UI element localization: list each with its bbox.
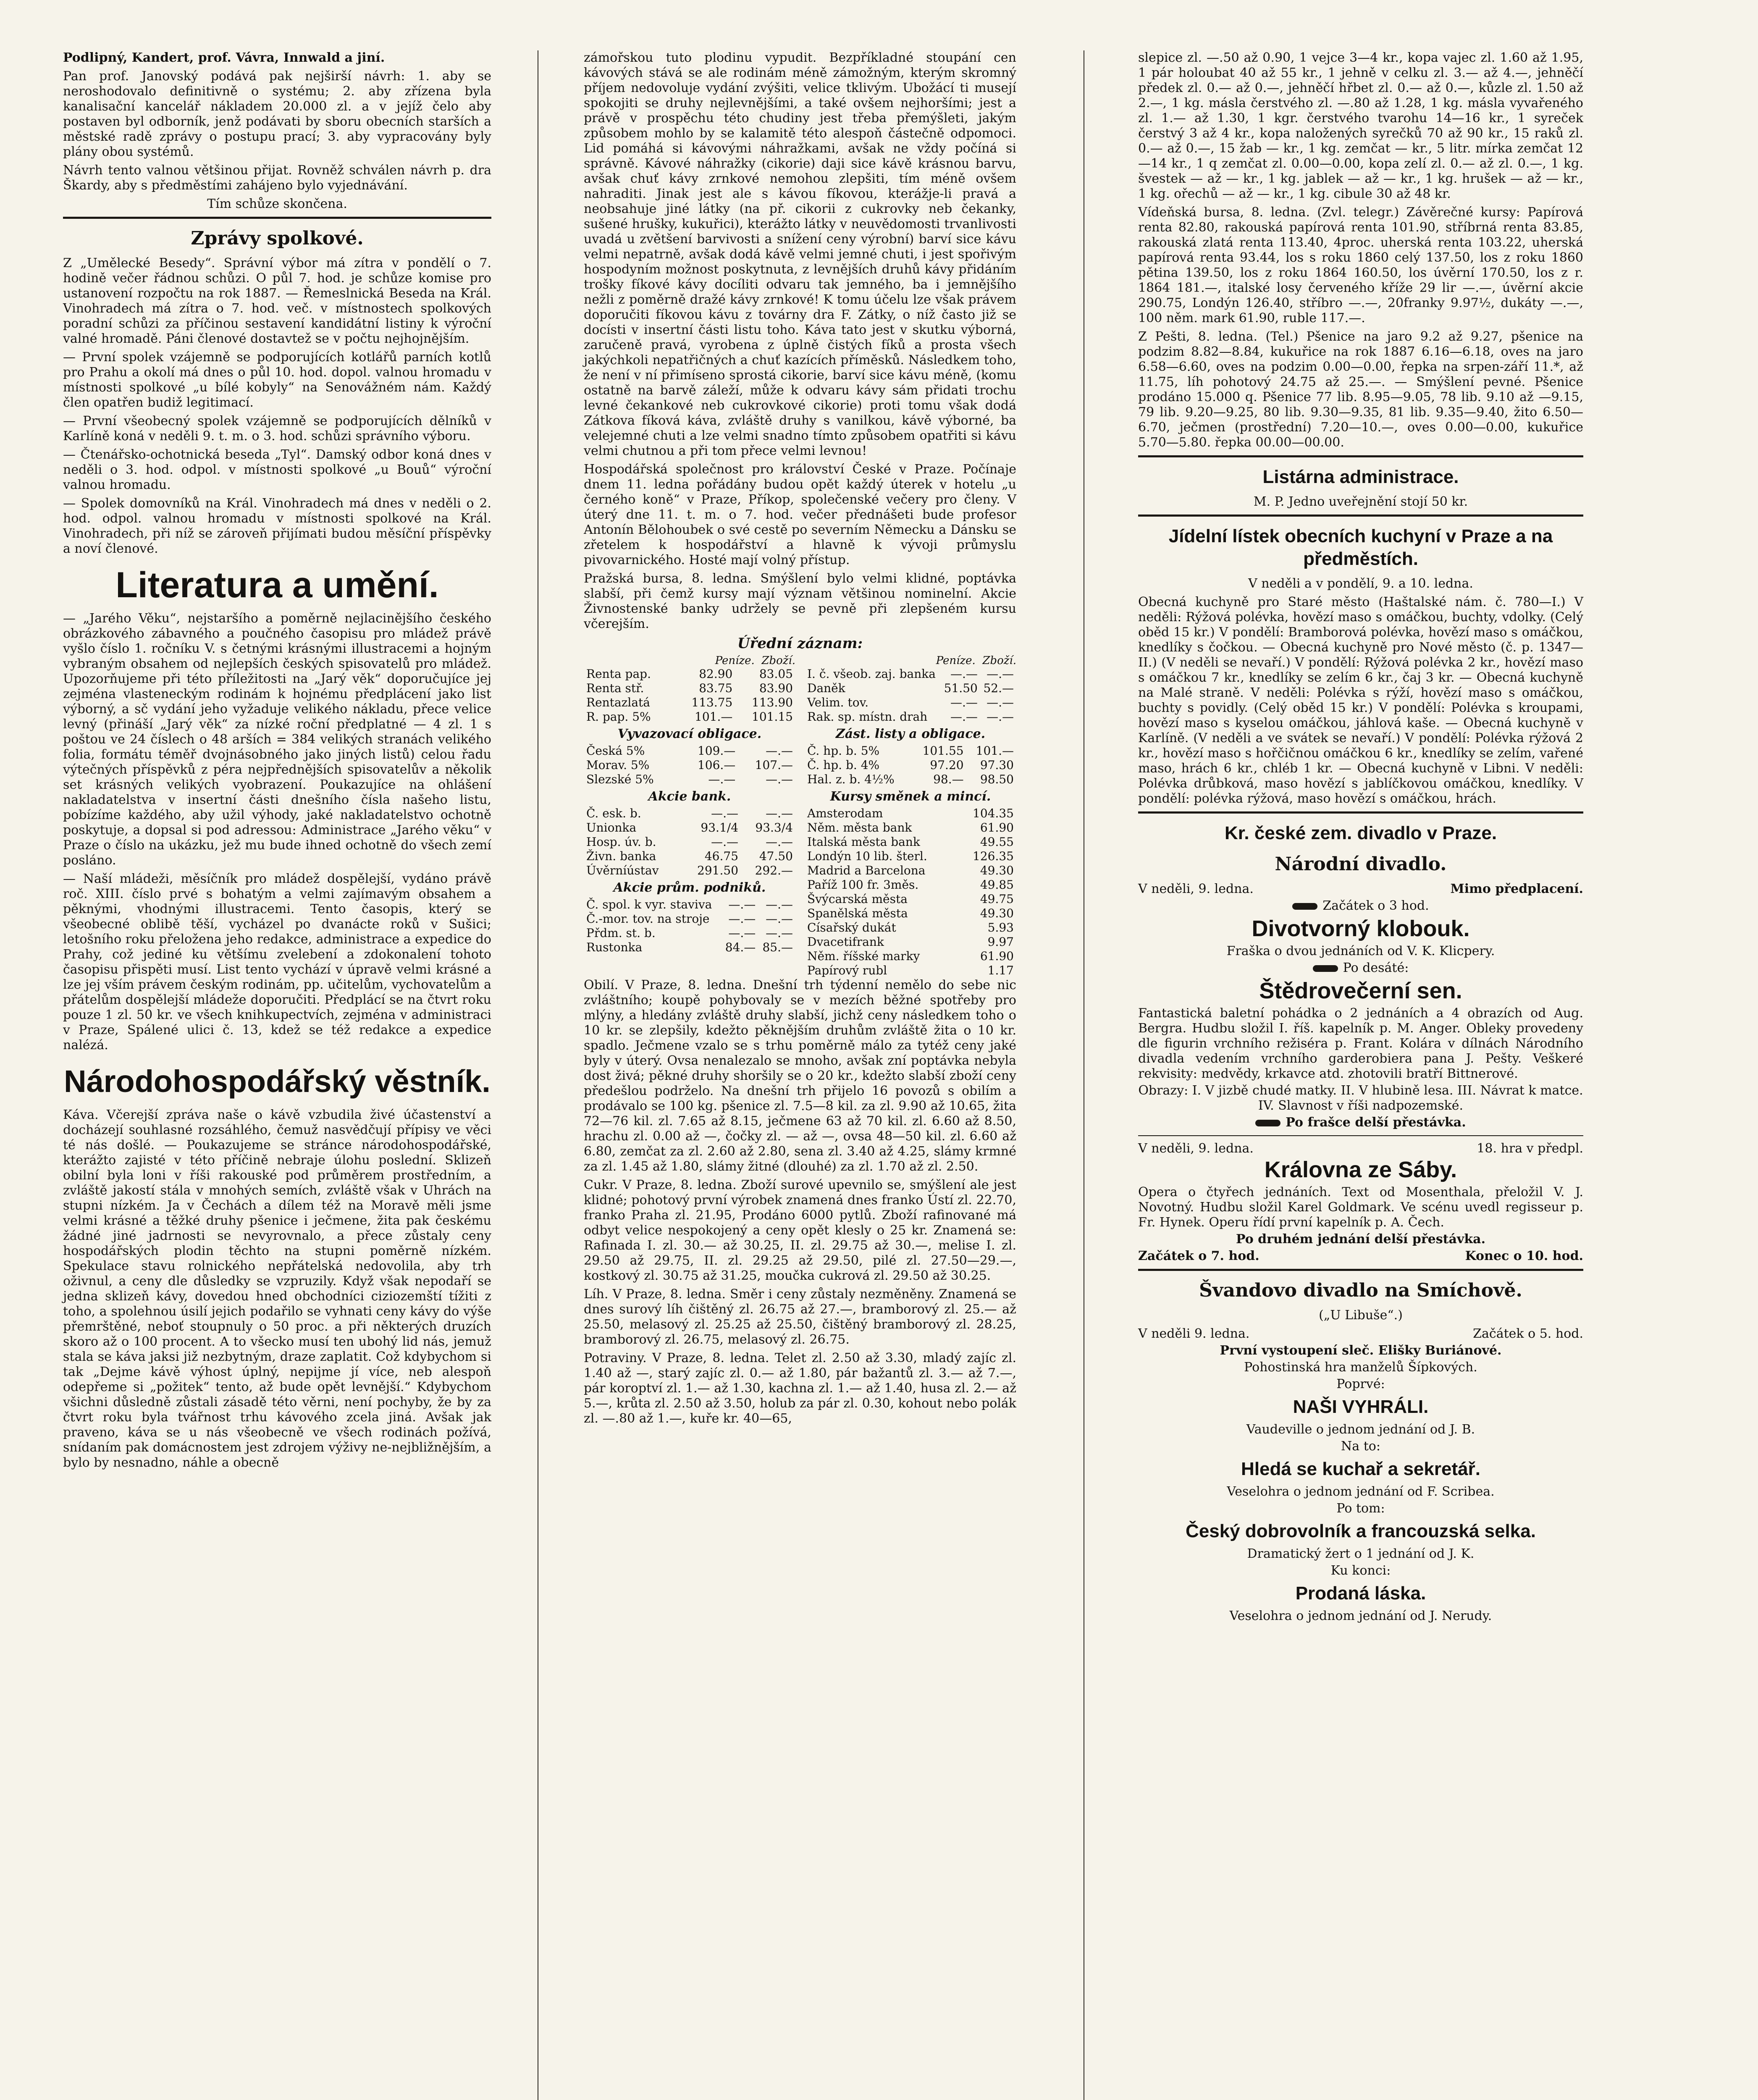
section-divider [63, 217, 491, 219]
show-title: Český dobrovolník a francouzská selka. [1186, 1521, 1536, 1541]
show-title: Královna ze Sáby. [1264, 1157, 1457, 1182]
svandovo-sub: („U Libuše“.) [1319, 1308, 1403, 1323]
intro-paragraph: Podlipný, Kandert, prof. Vávra, Innwald a jiní. [63, 50, 385, 65]
pointing-hand-icon [1313, 965, 1338, 972]
article-paragraph: — „Jarého Věku“, nejstaršího a poměrně nejlacinějšího českého obrázkového zábavného a poučného časopisu pro mládež právě vyšlo číslo 1. ročníku V. s četnými krásnými illustracemi a hojným vybraným obsahem od nejlepších českých spisovatelů pro mládež. Upozorňujeme při této příležitosti na „Jarý věk“ doporučujíce jej zejména vlasteneckým rodinám k hojnému předplácení jako list výborný, a sč vydání jeho vyžaduje velikého nákladu, přece velice levný (přináší „Jarý věk“ za nízké roční předplatné — 4 zl. 1 s poštou ve 24 číslech o 48 arších = 384 velikých stranách velikého folia, formátu téměř dvojnásobného jako jiných listů) celou řadu výtečných příspěvků z péra nejpřednějších spisovatelův a několik set krásných velikých vyobrazení. Poukazujíce na ohlášení nakladatelstva v insertní části dnešního čísla našeho listu, pobízíme každého, aby užil výhody, jaké nakladatelstvo ochotně poskytuje, a dopsal si pod adressou: Administrace „Jarého věku“ v Praze o číslo na ukázku, jež mu bude ihned ochotně do všech zemí posláno. [63, 611, 491, 868]
quote-row: Úvěrníústav 291.50 292.— [586, 864, 793, 877]
show-title: Prodaná láska. [1295, 1583, 1426, 1604]
intro-paragraph: Tím schůze skončena. [207, 197, 347, 211]
listarna-note: M. P. Jedno uveřejnění stojí 50 kr. [1253, 494, 1468, 509]
article-paragraph: zámořskou tuto plodinu vypudit. Bezpříkladné stoupání cen kávových stává se ale rodinám méně zámožným, kterým skromný příjem nedovoluje vydání zvýšiti, velice tklivým. Ubožácí ti musejí spokojiti se druhy nejlevnějšími, a také ovšem nejhoršími; jest a právě v prospěchu této chudiny jest třeba přemýšleti, jakým způsobem mohlo by se kalamitě této alespoň částečně odpomoci. Lid pomáhá si kávovými náhražkami, avšak ne vždy počíná si správně. Kávové náhražky (cikorie) daji sice kávě krásnou barvu, avšak chuť kávy zrnkové nemohou zlepšiti, tím méně ovšem nahraditi. Jinak jest ale s kávou fíkovou, kterážje-li pravá a neobsahuje jiné látky (na př. cikorii z cukrovky neb čekanky, sušené hrušky, kukuřici), kterážto látky v neuvědomosti trvanlivosti uvadá u zvětšení barvivosti a snížení ceny výrobní) barví sice kávu velmi nepatrně, avšak dodá kávě velmi jemné chuti, i jest spořivým hospodyním možnost poskytnuta, z levnějších druhů kávy přidáním trošky fíkové kávy docíliti odvaru tak jemného, ba i jemnějšího nežli z poměrně dražé kávy zrnkové! K tomu účelu lze však právem doporučiti fíkovou kávu z továrny dra F. Zátky, o níž často již se docísti v insertní části listu toho. Káva tato jest v skutku výborná, zaručeně pravá, vyrobena z úplně čistých fíků a prosta všech jakýchkoli nepatřičných a chuť kazících příměsků. Následkem toho, že není v ní přimíseno sprostá cikorie, barví sice kávu méně, (komu ostatně na barvě záleží, může k odvaru kávy sám přidati trochu levné čekankové neb cukrovkové cikorie) proti tomu však dodá Zátkova fíková káva, zvláště druhy s vanilkou, kávě výborné, ba velejemné chuti a lze velmi snadno tímto způsobem opatřiti si kávu velmi chutnou a při tom přece velmi levnou! [584, 50, 1016, 458]
article-paragraph: Hospodářská společnost pro království České v Praze. Počínaje dnem 11. ledna pořádány budou opět každý úterek v hotelu „u černého koně“ v Praze, Příkop, společenské večery pro členy. V úterý dne 11. t. m. o 7. hod. večer přednášeti bude profesor Antonín Bělohoubek o své cestě po severním Německu a Dánsku se zřetelem k hospodářství a hlavně k vývoji průmyslu pivovarnického. Hosté mají volný přístup. [584, 462, 1016, 567]
quote-row: I. č. všeob. zaj. banka —.— —.— [807, 667, 1014, 681]
newspaper-page [63, 50, 1634, 2100]
quote-row: Hal. z. b. 4½% 98.— 98.50 [807, 772, 1014, 786]
article-paragraph: Pražská bursa, 8. ledna. Smýšlení bylo velmi klidné, poptávka slabší, při čemž kursy mají význam většinou nominelní. Akcie Živnostenské banky udržely se pevně při zlepšeném kursu včerejším. [584, 571, 1016, 631]
article-paragraph: — Spolek domovníků na Král. Vinohradech má dnes v neděli o 2. hod. odpol. valnou hromadu v místnosti spolkové na Král. Vinohradech, při níž se zároveň přijímati budou měsíční příspěvky a noví členové. [63, 496, 491, 556]
quote-row: Londýn 10 lib. šterl. 126.35 [807, 849, 1014, 863]
quote-row: Rentazlatá 113.75 113.90 [586, 696, 793, 709]
article-paragraph: — Čtenářsko-ochotnická beseda „Tyl“. Damský odbor koná dnes v neděli o 3. hod. odpol. v místnosti spolkové „u Bouů“ výroční valnou hromadu. [63, 447, 491, 492]
quotes-right [805, 654, 1016, 978]
section-heading-vestnik: Národohospodářský věstník. [64, 1064, 491, 1099]
quote-row: Paříž 100 fr. 3měs. 49.85 [807, 878, 1014, 892]
market-paragraph: Z Pešti, 8. ledna. (Tel.) Pšenice na jaro 9.2 až 9.27, pšenice na podzim 8.82—8.84, kukuřice na rok 1887 6.16—6.18, oves na jaro 6.58—6.60, oves na podzim 0.00—0.00, řepka na srpen-září 11.*, až 11.75, líh pohotový 24.75 až 25.—. — Smýšlení pevné. Pšenice prodáno 15.000 q. Pšenice 77 lib. 8.95—9.05, 78 lib. 9.10 až —9.15, 79 lib. 9.20—9.25, 80 lib. 9.30—9.35, 81 lib. 9.35—9.40, žito 6.50—6.70, ječmen (prostřední) 7.20—10.—, oves 0.00—0.00, kukuřice 5.70—5.80. řepka 00.00—00.00. [1138, 329, 1583, 450]
section-divider [1138, 1135, 1583, 1136]
quote-row: Č. hp. b. 4% 97.20 97.30 [807, 758, 1014, 772]
market-paragraph: Vídeňská bursa, 8. ledna. (Zvl. telegr.) Závěrečné kursy: Papírová renta 82.80, rakouská papírová renta 101.90, stříbrná renta 83.85, rakouská zlatá renta 113.40, 4proc. uherská renta 103.22, uherská papírová renta 93.44, los s roku 1860 celý 137.50, los z roku 1860 pětina 139.50, los z roku 1864 160.50, los úvěrní 170.50, los z r. 1864 181.—, italské losy červeného kříže 29 lir —.—, úvěrní akcie 290.75, Londýn 126.40, stříbro —.—, 20franky 9.97½, dukáty —.—, 100 něm. mark 61.90, ruble 117.—. [1138, 205, 1583, 326]
section-divider [1138, 811, 1583, 814]
quote-row: R. pap. 5% 101.— 101.15 [586, 710, 793, 724]
show-info-row: V neděli, 9. ledna. 18. hra v předpl. [1138, 1141, 1583, 1156]
theatre-listing [1138, 1156, 1583, 1247]
article-paragraph: — První všeobecný spolek vzájemně se podporujících dělníků v Karlíně koná v neděli 9. t. m. o 3. hod. schůzi správního výboru. [63, 414, 491, 444]
section-heading-spolkove: Zprávy spolkové. [191, 228, 364, 249]
show-info-row: V neděli 9. ledna. Začátek o 5. hod. [1138, 1326, 1583, 1341]
quote-row: Spanělská města 49.30 [807, 906, 1014, 920]
quote-row: Něm. říšské marky 61.90 [807, 949, 1014, 963]
table-subheading: Vyvazovací obligace. [617, 727, 762, 741]
section-divider [1138, 514, 1583, 517]
quote-row: Rustonka 84.— 85.— [586, 940, 793, 954]
market-paragraph: Líh. V Praze, 8. ledna. Směr i ceny zůstaly nezměněny. Znamená se dnes surový líh čištěný zl. 26.75 až 27.—, bramborový zl. 25.— až 25.50, melasový zl. 25.25 až 25.50, čištěný bramborový zl. 28.25, bramborový zl. 26.75, melasový zl. 26.75. [584, 1287, 1016, 1347]
intro-paragraph: Návrh tento valnou většinou přijat. Rovněž schválen návrh p. dra Škardy, aby s předměstími zahájeno bylo vyjednávání. [63, 163, 491, 193]
show-title: Štědrovečerní sen. [1259, 978, 1462, 1003]
section-heading-literatura: Literatura a umění. [115, 565, 439, 605]
quote-row: Č. esk. b. —.— —.— [586, 806, 793, 820]
quote-row: Italská města bank 49.55 [807, 835, 1014, 849]
table-subheading: Akcie bank. [648, 789, 731, 804]
market-paragraph: Cukr. V Praze, 8. ledna. Zboží surové upevnilo se, smýšlení ale jest klidné; pohotový první výrobek znamená dnes franko Ústí zl. 22.70, franko Praha zl. 21.95, Prodáno 6000 pytlů. Zboží rafinované má odbyt velice nespokojený a ceny opět klesly o 25 kr. Znamená se: Rafinada I. zl. 30.— až 30.25, II. zl. 29.75 až 30.—, melise I. zl. 29.50 až 29.75, II. zl. 29.25 až 29.50, pilé zl. 27.50—29.—, kostkový zl. 30.75 až 31.25, moučka cukrová zl. 29.50 až 30.25. [584, 1178, 1016, 1283]
pointing-hand-icon [1292, 903, 1317, 910]
quote-row: Česká 5% 109.— —.— [586, 744, 793, 758]
col-header: Zboží. [982, 654, 1016, 667]
quote-row: Živn. banka 46.75 47.50 [586, 849, 793, 863]
exchange-heading: Úřední záznam: [737, 635, 863, 652]
show-description: Fraška o dvou jednáních od V. K. Klicpery. [1226, 944, 1495, 958]
article-paragraph: — První spolek vzájemně se podporujících kotlářů parních kotlů pro Prahu a okolí má dnes o půl 10. hod. dopol. valnou hromadu v místnosti spolkové „u bílé kobyly“ na Senovážném nám. Každý člen opatřen budiž legitimací. [63, 350, 491, 410]
show-description: Opera o čtyřech jednáních. Text od Mosenthala, přeložil V. J. Novotný. Hudbu složil Karel Goldmark. Ve scénu uvedl regisseur p. Fr. Hynek. Operu řídí první kapelník p. A. Čech. [1138, 1185, 1583, 1230]
article-paragraph: — Naší mládeži, měsíčník pro mládež dospělejší, vydáno právě roč. XIII. číslo prvé s bohatým a velmi zajímavým obsahem a pěknými, vhodnými illustracemi. Tento časopis, který se všeobecné oblibě těší, vycházel po dvanácte roků v Sušici; letošního roku přeložena jeho redakce, administrace a expedice do Prahy, což jediné ku většímu zvelebení a zdokonalení tohoto časopisu přispěti musí. List tento vychází v úpravě velmi krásné a lze jej vším právem českým rodinám, pp. učitelům, vychovatelům a přátelům dospělejší mládeže doporučiti. Předplácí se na čtvrt roku pouze 1 zl. 50 kr. ve všech knihkupectvích, zejména v administraci v Praze, Spálené ulici č. 13, kdež se též redakce a expedice nalézá. [63, 872, 491, 1053]
national-theatre-heading: Národní divadlo. [1275, 853, 1447, 875]
show-title: Divotvorný klobouk. [1252, 916, 1470, 941]
table-subheading: Kursy směnek a mincí. [830, 789, 991, 804]
quote-row: Renta stř. 83.75 83.90 [586, 681, 793, 695]
show-title: NAŠI VYHRÁLI. [1293, 1396, 1429, 1417]
quote-row: Morav. 5% 106.— 107.— [586, 758, 793, 772]
market-paragraph: Potraviny. V Praze, 8. ledna. Telet zl. 2.50 až 3.30, mladý zajíc zl. 1.40 až —, starý zajíc zl. 0.— až 1.80, pár bažantů zl. 3.— až 7.—, pár koroptví zl. 1.— až 1.30, kachna zl. 1.— až 1.40, husa zl. 2.— až 5.—, krůta zl. 2.50 až 3.50, holub za pár zl. 0.30, kohout nebo polák zl. —.80 až 1.—, kuře kr. 40—65, [584, 1351, 1016, 1426]
section-heading-jidelni: Jídelní lístek obecních kuchyní v Praze a na předměstích. [1168, 526, 1553, 569]
quote-row: Renta pap. 82.90 83.05 [586, 667, 793, 681]
quote-row: Slezské 5% —.— —.— [586, 772, 793, 786]
col-header: Zboží. [761, 654, 795, 667]
quote-row: Dvacetifrank 9.97 [807, 935, 1014, 949]
quote-row: Rak. sp. místn. drah —.— —.— [807, 710, 1014, 724]
menu-paragraph: Obecná kuchyně pro Staré město (Haštalské nám. č. 780—I.) V neděli: Rýžová polévka, hovězí maso s omáčkou, buchty, vdolky. (Celý oběd 15 kr.) V pondělí: Bramborová polévka, hovězí maso s omáčkou, knedlíky s čočkou. — Obecná kuchyně pro Nové město (č. p. 1347—II.) (V neděli se nevaří.) V pondělí: Rýžová polévka 2 kr., hovězí maso s omáčkou 7 kr., knedlíky se zelím 6 kr., čaj 3 kr. — Obecná kuchyně na Malé straně. V neděli: Polévka s rýží, hovězí maso s omáčkou, buchty s povidly. (Celý oběd 15 kr.) V pondělí: Polévka s kroupami, hovězí maso s kyselou omáčkou, jáhlová kaše. — Obecná kuchyně v Karlíně. (V neděli a ve svátek se nevaří.) V pondělí: Polévka rýžová 2 kr., hovězí maso s hořčičnou omáčkou 6 kr., knedlíky se zelím, vařené maso, hrách 6 kr., chléb 1 kr. — Obecná kuchyně v Libni. V neděli: Polévka drůbková, maso hovězí s jablíčkovou omáčkou, knedlíky. V pondělí: polévka rýžová, maso hovězí s omáčkou, hrách. [1138, 595, 1583, 806]
section-heading-listarna: Listárna administrace. [1262, 467, 1459, 487]
quote-row: Č. hp. b. 5% 101.55 101.— [807, 744, 1014, 758]
theatre-listing: Začátek o 3 hod. Divotvorný klobouk. Fraška o dvou jednáních od V. K. Klicpery. Po desáté: Štědrovečerní sen. Fantastická baletní pohádka o 2 jednáních a 4 obrazích od Aug. Bergra. Hudbu složil I. říš. kapelník p. M. Anger. Obleky provedeny dle figurin vrchního režiséra p. Frant. Kolára v dílnách Národního divadla vedením vrchního garderobiera pana J. Pešty. Veškeré rekvisity: medvědy, krkavce atd. zhotovili bratří Bittnerové. Obrazy: I. V jizbě chudé matky. II. V hlubině lesa. III. Návrat k matce. IV. Slavnost v říši nadpozemské. Po frašce delší přestávka. [1138, 898, 1583, 1130]
show-info-row: V neděli, 9. ledna. Mimo předplacení. [1138, 882, 1583, 896]
section-divider [1138, 455, 1583, 457]
quote-row: Č. spol. k vyr. staviva —.— —.— [586, 898, 793, 911]
col-header: Peníze. [715, 654, 755, 667]
quote-row: Papírový rubl 1.17 [807, 963, 1014, 977]
show-note: Po druhém jednání delší přestávka. [1236, 1232, 1486, 1247]
quote-row: Hosp. úv. b. —.— —.— [586, 835, 793, 849]
theatre-heading: Kr. české zem. divadlo v Praze. [1224, 823, 1497, 843]
article-paragraph: Z „Umělecké Besedy“. Správní výbor má zítra v pondělí o 7. hodině večer řádnou schůzi. O půl 7. hod. je schůze komise pro ustanovení rozpočtu na rok 1887. — Řemeslnická Beseda na Král. Vinohradech má zítra o 7. hod. več. v místnostech spolkových poradní schůzi za příčinou sestavení kandidátní listiny k výroční valné hromadě. Páni členové dostavtež se v počtu nejhojnějším. [63, 256, 491, 346]
exchange-quotes [584, 654, 1016, 978]
show-description: Fantastická baletní pohádka o 2 jednáních a 4 obrazích od Aug. Bergra. Hudbu složil I. říš. kapelník p. M. Anger. Obleky provedeny dle figurin vrchního režiséra p. Frant. Kolára v dílnách Národního divadla vedením vrchního garderobiera pana J. Pešty. Veškeré rekvisity: medvědy, krkavce atd. zhotovili bratří Bittnerové. [1138, 1006, 1583, 1081]
quote-row: Císařský dukát 5.93 [807, 921, 1014, 934]
theatre-listing: První vystoupení sleč. Elišky Buriánové. Pohostinská hra manželů Šípkových. Poprvé: NAŠI VYHRÁLI. Vaudeville o jednom jednání od J. B. Na to: Hledá se kuchař a sekretář. Veselohra o jednom jednání od F. Scribea. Po tom: Český dobrovolník a francouzská selka. Dramatický žert o 1 jednání od J. K. Ku konci: Prodaná láska. Veselohra o jednom jednání od J. Nerudy. [1138, 1343, 1583, 1624]
quote-row: Madrid a Barcelona 49.30 [807, 864, 1014, 877]
article-paragraph: Káva. Včerejší zpráva naše o kávě vzbudila živé účastenství a docházejí souhlasné rozsáhlého, čemuž nasvědčují přípisy ve věci té nás došlé. — Poukazujeme se stránce národohospodářské, kterážto zajisté v této příčině nebraje úlohu poslední. Sklizeň obilní byla loni v říši rakouské pod průměrem prostředním, a zvláště jakostí stála v mnohých semích, zvláště však v Uhrách na stupni nízkém. Ja v Čechách a dílem též na Moravě měli jsme velmi krásné a těžké druhy pšenice i ječmene, žita pak českému žádné jiné jadrnosti se nevyrovnalo, a přece zůstaly ceny hospodářských plodin těchto na stupni poměrně nízkém. Spekulace stavu rolnického nepřátelská nedovolila, aby trh oživnul, a ceny dle důsledky se vzpruzily. Když však nepodaří se jedna sklizeň kávy, dovedou hned obchodníci ciziozemští tížiti z toho, a spolehnou úsilí jejich podařilo se vyhnati ceny kávy do výše přemrštěné, neboť stoupnuly o 50 proc. a při některých druzích skoro až o 100 procent. A to všecko musí ten ubohý lid nás, jemuž stala se káva jaksi již nezbytným, draze zaplatit. Což kdybychom si tak „Dejme kávě výhost úplný, nepijme jí více, neb alespoň odepřeme si „požitek“ tento, až bude opět levnější.“ Kdybychom všichni důsledně zůstali zásadě této věrni, není pochyby, že by za čtvrt roku byla tvářnost trhu kávového zcela jiná. Avšak jak praveno, káva se u nás všeobecně ve všech rodinách požívá, snídaním pak domácnostem jest zdrojem výživy ne-nejbližnějším, a bylo by nesnadno, náhle a obecně [63, 1108, 491, 1470]
table-subheading: Zást. listy a obligace. [835, 727, 986, 741]
section-divider [1138, 1269, 1583, 1271]
quote-row: Daněk 51.50 52.— [807, 681, 1014, 695]
table-subheading: Akcie prům. podniků. [613, 880, 766, 895]
quote-row: Něm. města bank 61.90 [807, 821, 1014, 835]
quotes-left [584, 654, 795, 978]
show-scenes: Obrazy: I. V jizbě chudé matky. II. V hlubině lesa. III. Návrat k matce. IV. Slavnost v říši nadpozemské. [1138, 1083, 1583, 1113]
quote-row: Švýcarská města 49.75 [807, 892, 1014, 906]
intro-paragraph: Pan prof. Janovský podává pak nejširší návrh: 1. aby se neroshodovalo definitivně o systému; 2. aby zřízena byla kanalisační kancelář nákladem 20.000 zl. a v jejíž čelo aby postaven byl odborník, jenž podávati by sboru obecních starších a městské radě zprávy o postupu prací; 3. aby vypracovány byly plány obou systémů. [63, 69, 491, 159]
svandovo-heading: Švandovo divadlo na Smíchově. [1199, 1280, 1522, 1301]
show-info-row: Začátek o 7. hod. Konec o 10. hod. [1138, 1249, 1583, 1263]
quote-row: Velim. tov. —.— —.— [807, 696, 1014, 709]
quote-row: Amsterodam 104.35 [807, 806, 1014, 820]
quote-row: Přdm. st. b. —.— —.— [586, 926, 793, 940]
pointing-hand-icon [1255, 1120, 1280, 1126]
col-header: Peníze. [936, 654, 976, 667]
show-title: Hledá se kuchař a sekretář. [1241, 1459, 1480, 1479]
quote-row: Č.-mor. tov. na stroje —.— —.— [586, 912, 793, 926]
quote-row: Unionka 93.1/4 93.3/4 [586, 821, 793, 835]
market-paragraph: slepice zl. —.50 až 0.90, 1 vejce 3—4 kr., kopa vajec zl. 1.60 až 1.95, 1 pár holoubat 40 až 55 kr., 1 jehně v celku zl. 3.— až 4.—, jehněčí předek zl. 0.— až 0.—, jehněčí hřbet zl. 0.— až 0.—, kůzle zl. 1.50 až 2.—, 1 kg. másla čerstvého zl. —.80 až 1.28, 1 kg. másla vyvařeného zl. 1.— až 1.30, 1 kgr. čerstvého tvarohu 14—16 kr., 1 syreček čerstvý 3 až 4 kr., kopa naložených syrečků 70 až 90 kr., 15 raků zl. 0.— až 0.—, 15 žab — kr., 1 kg. zemčat — kr., 5 litr. mírka zemčat 12—14 kr., 1 q zemčat zl. 0.00—0.00, kopa zelí zl. 0.— až zl. 0.—, 1 kg. švestek — až — kr., 1 kg. jablek — až — kr., 1 kg. hrušek — až — kr., 1 kg. ořechů — až — kr., 1 kg. cibule 30 až 48 kr. [1138, 50, 1583, 201]
market-paragraph: Obilí. V Praze, 8. ledna. Dnešní trh týdenní nemělo do sebe nic zvláštního; koupě pohybovaly se v mezích běžné spotřeby pro mlýny, a hledány zvláště druhy slabší, jichž ceny následkem toho o 10 kr. se zlepšily, kdežto pěknějším druhům zvláště žita o 10 kr. spadlo. Ječmene vzalo se s trhu poměrně málo za tytéž ceny jaké byly v úterý. Ovsa nenalezalo se mnoho, avšak zní poptávka nebyla dost živá; pěkné druhy shoršily se o 20 kr., kdežto slabší zboží ceny předešlou podrželo. Na dnešní trh přijelo 16 povozů s obilím a prodávalo se 100 kg. pšenice zl. 7.5—8 kil. za zl. 9.90 až 10.65, žita 72—76 kil. zl. 7.65 až 8.15, ječmene 63 až 70 kil. zl. 6.60 až 8.50, hrachu zl. 0.00 až —, čočky zl. — až —, ovsa 48—50 kil. zl. 6.60 až 6.80, zemčat za zl. 2.60 až 2.80, sena zl. 3.40 až 4.25, slámy krmné za zl. 1.45 až 1.80, slámy žitné (dlouhé) za zl. 1.70 až zl. 2.50. [584, 978, 1016, 1174]
column-1 [63, 50, 491, 1474]
column-3 [1138, 50, 1583, 1625]
column-2 [584, 50, 1016, 1430]
menu-date: V neděli a v pondělí, 9. a 10. ledna. [1248, 576, 1473, 591]
